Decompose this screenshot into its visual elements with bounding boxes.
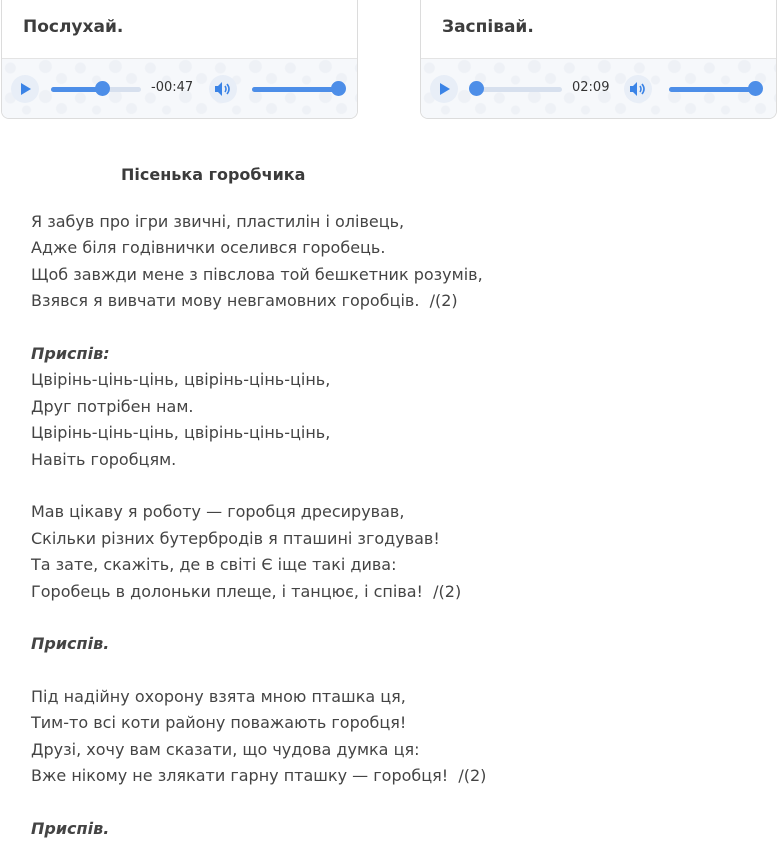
audio-card-sing bbox=[420, 0, 777, 119]
chorus-label: Приспів. bbox=[31, 818, 110, 838]
chorus-ref bbox=[31, 631, 751, 658]
lyric-line: Навіть горобцям. bbox=[31, 449, 177, 469]
play-icon bbox=[19, 82, 33, 96]
seek-handle[interactable] bbox=[95, 81, 110, 96]
lyric-line: Вже нікому не злякати гарну пташку — горобця! /(2) bbox=[31, 766, 487, 785]
verse-2 bbox=[31, 499, 751, 605]
time-display: 02:09 bbox=[572, 80, 610, 95]
volume-level bbox=[252, 87, 338, 92]
audio-card-title: Заспівай. bbox=[421, 0, 776, 59]
volume-slider[interactable] bbox=[252, 87, 338, 92]
lyric-line: Щоб завжди мене з півслова той бешкетник розумів, bbox=[31, 264, 483, 284]
song-title: Пісенька горобчика bbox=[121, 165, 306, 184]
lyric-line: Друзі, хочу вам сказати, що чудова думка ця: bbox=[31, 739, 420, 759]
lyric-line: Тим-то всі коти району поважають горобця! bbox=[31, 713, 407, 732]
lyric-line: Та зате, скажіть, де в світі Є іще такі дива: bbox=[31, 555, 397, 574]
seek-handle[interactable] bbox=[469, 81, 484, 96]
audio-player bbox=[421, 59, 776, 118]
play-button[interactable] bbox=[11, 75, 39, 103]
lyric-line: Горобець в долоньки плеще, і танцює, і співа! /(2) bbox=[31, 581, 462, 601]
chorus-ref bbox=[31, 816, 751, 843]
play-button[interactable] bbox=[430, 75, 458, 103]
chorus bbox=[31, 341, 751, 474]
song-lyrics bbox=[31, 162, 751, 868]
verse-1 bbox=[31, 209, 751, 315]
audio-card-title: Послухай. bbox=[2, 0, 357, 59]
lyric-line: Взявся я вивчати мову невгамовних горобців. /(2) bbox=[31, 291, 458, 310]
volume-level bbox=[669, 87, 755, 92]
verse-3 bbox=[31, 684, 751, 790]
volume-icon bbox=[629, 81, 647, 97]
chorus-label: Приспів. bbox=[31, 634, 110, 653]
chorus-label: Приспів: bbox=[31, 343, 110, 363]
time-display: -00:47 bbox=[151, 80, 194, 95]
volume-icon bbox=[214, 81, 232, 97]
volume-button[interactable] bbox=[624, 75, 652, 103]
audio-card-listen bbox=[1, 0, 358, 119]
volume-slider[interactable] bbox=[669, 87, 755, 92]
lyric-line: Цвірінь-цінь-цінь, цвірінь-цінь-цінь, bbox=[31, 370, 331, 389]
lyric-line: Друг потрібен нам. bbox=[31, 396, 194, 416]
lyric-line: Цвірінь-цінь-цінь, цвірінь-цінь-цінь, bbox=[31, 423, 331, 442]
audio-player bbox=[2, 59, 357, 118]
lyric-line: Під надійну охорону взята мною пташка ця, bbox=[31, 686, 406, 706]
lyric-line: Адже біля годівнички оселився горобець. bbox=[31, 238, 386, 257]
lyric-line: Мав цікаву я роботу — горобця дресирував, bbox=[31, 502, 405, 521]
volume-handle[interactable] bbox=[748, 81, 763, 96]
lyric-line: Я забув про ігри звичні, пластилін і олівець, bbox=[31, 211, 405, 231]
volume-handle[interactable] bbox=[331, 81, 346, 96]
seek-bar[interactable] bbox=[476, 87, 562, 92]
play-icon bbox=[438, 82, 452, 96]
lyric-line: Скільки різних бутербродів я пташині згодував! bbox=[31, 528, 440, 548]
volume-button[interactable] bbox=[209, 75, 237, 103]
